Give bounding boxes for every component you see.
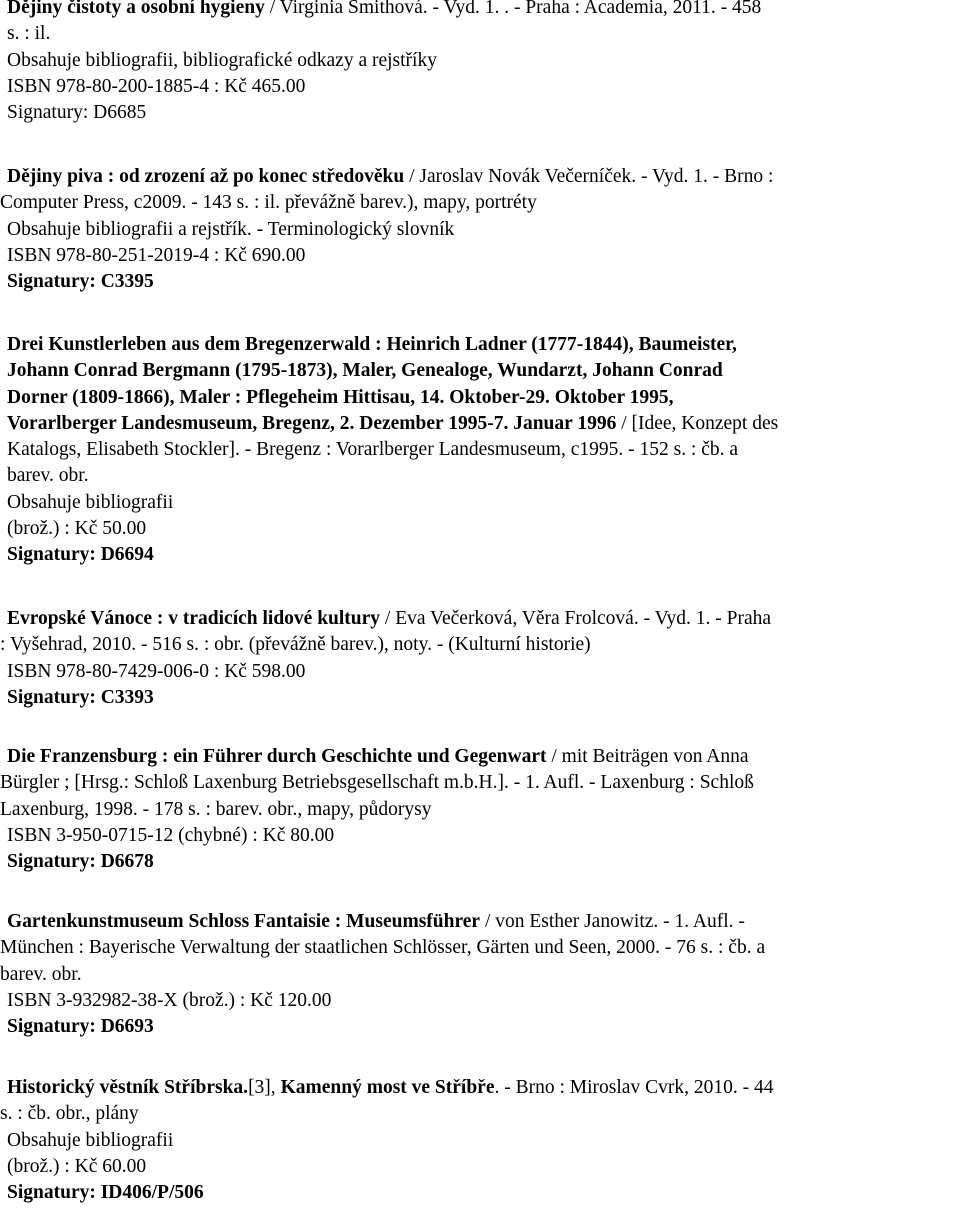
record-statement: Katalogs, Elisabeth Stockler]. - Bregenz : Vorarlberger Landesmuseum, c1995. - 152 s. : čb. a [7, 439, 739, 461]
record-statement: s. : il. [7, 23, 51, 45]
record-statement: Bürgler ; [Hrsg.: Schloß Laxenburg Betriebsgesellschaft m.b.H.]. - 1. Aufl. - Laxenburg : Schloß [0, 772, 754, 794]
record-statement: / von Esther Janowitz. - 1. Aufl. - [480, 911, 745, 932]
record-title: Johann Conrad Bergmann (1795-1873), Maler, Genealoge, Wundarzt, Johann Conrad [7, 360, 723, 382]
record-price: (brož.) : Kč 50.00 [7, 518, 147, 540]
record-isbn: ISBN 978-80-200-1885-4 : Kč 465.00 [7, 75, 306, 97]
record-shelfmark: Signatury: D6693 [7, 1016, 154, 1038]
record-note: Obsahuje bibliografii, bibliografické odkazy a rejstříky [7, 49, 437, 71]
record-isbn: ISBN 3-950-0715-12 (chybné) : Kč 80.00 [7, 824, 335, 846]
record-isbn: ISBN 978-80-251-2019-4 : Kč 690.00 [7, 244, 306, 266]
record-isbn: ISBN 978-80-7429-006-0 : Kč 598.00 [7, 660, 306, 682]
record-statement: / Eva Večerková, Věra Frolcová. - Vyd. 1. - Praha [380, 608, 772, 629]
record-shelfmark: Signatury: D6694 [7, 544, 154, 566]
record-title: Kamenný most ve Stříbře [280, 1077, 495, 1098]
catalog-record [0, 332, 960, 569]
record-part-number: [3], [248, 1077, 281, 1098]
record-shelfmark: Signatury: C3395 [7, 271, 154, 293]
record-statement: : Vyšehrad, 2010. - 516 s. : obr. (převážně barev.), noty. - (Kulturní historie) [0, 634, 591, 656]
record-title: Vorarlberger Landesmuseum, Bregenz, 2. Dezember 1995-7. Januar 1996 [7, 412, 617, 434]
record-title: Evropské Vánoce : v tradicích lidové kultury [7, 608, 381, 629]
catalog-record [0, 0, 960, 126]
record-title: Dorner (1809-1866), Maler : Pflegeheim Hittisau, 14. Oktober-29. Oktober 1995, [7, 386, 674, 408]
record-statement: Computer Press, c2009. - 143 s. : il. převážně barev.), mapy, portréty [0, 192, 537, 214]
record-statement: / mit Beiträgen von Anna [546, 746, 749, 767]
record-shelfmark: Signatury: D6678 [7, 851, 154, 873]
record-title: Gartenkunstmuseum Schloss Fantaisie : Museumsführer [7, 911, 481, 932]
record-shelfmark: Signatury: C3393 [7, 686, 154, 708]
catalog-record [0, 744, 960, 875]
catalog-record [0, 606, 960, 711]
record-series-title: Historický věstník Stříbrska. [7, 1077, 249, 1098]
record-title: Dějiny piva : od zrození až po konec středověku [7, 166, 405, 187]
record-statement: s. : čb. obr., plány [0, 1103, 139, 1125]
record-isbn: ISBN 3-932982-38-X (brož.) : Kč 120.00 [7, 989, 332, 1011]
record-statement: / Jaroslav Novák Večerníček. - Vyd. 1. - Brno : [404, 166, 774, 187]
record-title: Drei Kunstlerleben aus dem Bregenzerwald : Heinrich Ladner (1777-1844), Baumeister, [7, 334, 737, 355]
record-statement: Laxenburg, 1998. - 178 s. : barev. obr., mapy, půdorysy [0, 798, 432, 820]
record-statement: / [Idee, Konzept des [616, 412, 779, 434]
catalog-record [0, 164, 960, 295]
record-title: Die Franzensburg : ein Führer durch Geschichte und Gegenwart [7, 746, 547, 767]
record-note: Obsahuje bibliografii a rejstřík. - Terminologický slovník [7, 218, 455, 240]
record-note: Obsahuje bibliografii [7, 491, 174, 513]
record-statement: barev. obr. [7, 465, 89, 487]
record-title: Dějiny čistoty a osobní hygieny [7, 0, 265, 18]
record-statement: . - Brno : Miroslav Cvrk, 2010. - 44 [494, 1077, 774, 1098]
record-note: Obsahuje bibliografii [7, 1129, 174, 1151]
record-statement: München : Bayerische Verwaltung der staatlichen Schlösser, Gärten und Seen, 2000. - 76 s. : čb. a [0, 937, 766, 959]
catalog-record [0, 1075, 960, 1206]
record-statement: / Virginia Smithová. - Vyd. 1. . - Praha : Academia, 2011. - 458 [264, 0, 762, 18]
catalog-record [0, 909, 960, 1040]
record-price: (brož.) : Kč 60.00 [7, 1155, 147, 1177]
record-shelfmark: Signatury: D6685 [7, 102, 147, 124]
record-shelfmark: Signatury: ID406/P/506 [7, 1182, 204, 1204]
record-statement: barev. obr. [0, 963, 82, 985]
